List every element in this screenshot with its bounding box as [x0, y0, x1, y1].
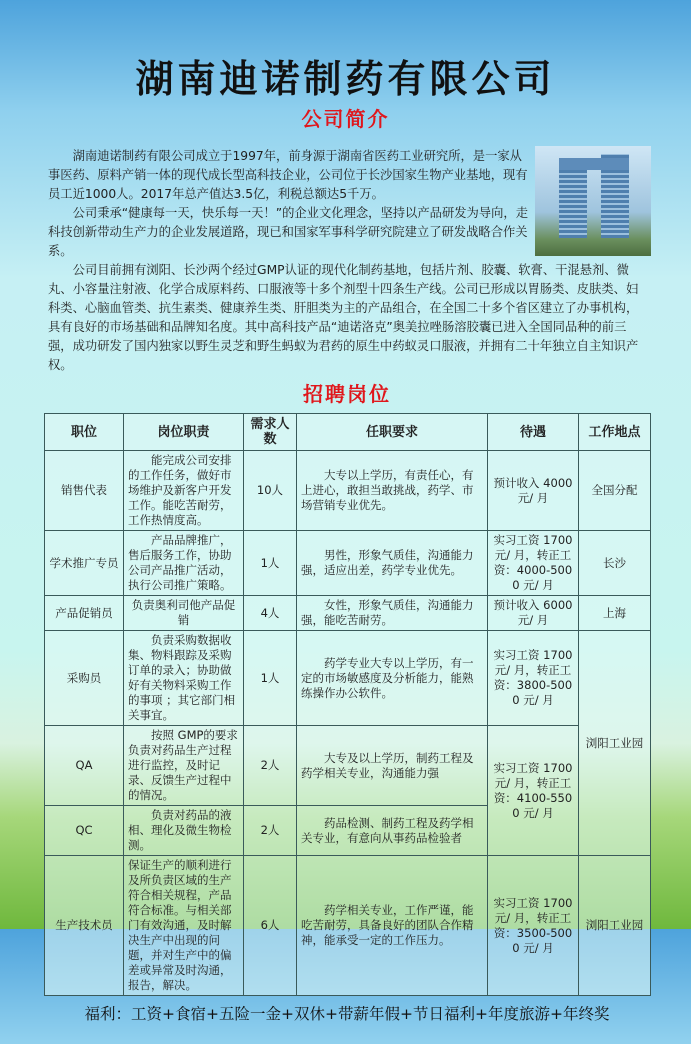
requirement: 男性，形象气质佳，沟通能力强，适应出差，药学专业优先。 — [297, 531, 488, 596]
jobs-heading: 招聘岗位 — [303, 382, 391, 406]
header-cell: 工作地点 — [579, 414, 651, 451]
duty: 负责对药品的液相、理化及微生物检测。 — [124, 806, 244, 856]
header-cell: 待遇 — [488, 414, 579, 451]
position: 采购员 — [45, 631, 124, 726]
location: 浏阳工业园 — [579, 856, 651, 996]
headcount: 10人 — [244, 451, 297, 531]
table-row — [45, 451, 651, 531]
duty: 产品品牌推广，售后服务工作，协助公司产品推广活动，执行公司推广策略。 — [124, 531, 244, 596]
header-cell: 任职要求 — [297, 414, 488, 451]
table-header — [45, 414, 651, 451]
duty: 保证生产的顺利进行及所负责区域的生产符合相关规程，产品符合标准。与相关部门有效沟通，及时解决生产中出现的问题，并对生产中的偏差或异常及时沟通，报告，解决。 — [124, 856, 244, 996]
header-cell: 需求人数 — [244, 414, 297, 451]
intro-heading: 公司简介 — [301, 107, 390, 131]
salary: 预计收入 6000 元/ 月 — [488, 596, 579, 631]
intro-text — [48, 147, 650, 375]
intro-paragraph: 公司秉承“健康每一天，快乐每一天！”的企业文化理念，坚持以产品研发为导向，走科技创新带动生产力的企业发展道路，现已和国家军事科学研究院建立了研发战略合作关系。 — [48, 206, 529, 258]
jobs-table — [44, 413, 651, 996]
location: 长沙 — [579, 531, 651, 596]
header-cell: 职位 — [45, 414, 124, 451]
position: 生产技术员 — [45, 856, 124, 996]
intro-paragraph: 公司目前拥有浏阳、长沙两个经过GMP认证的现代化制药基地，包括片剂、胶囊、软膏、干混悬剂、微丸、小容量注射液、化学合成原料药、口服液等十多个剂型十四条生产线。公司已形成以胃肠类、皮肤类、妇科类、心脑血管类、抗生素类、健康养生类、肝胆类为主的产品组合，在全国二十多个省区建立了办事机构，具有良好的市场基础和品牌知名度。其中高科技产品“迪诺洛克”奥美拉唑肠溶胶囊已进入全国同品种的前三强，成功研发了国内独家以野生灵芝和野生蚂蚁为君药的原生中药蚁灵口服液，并拥有二十年独立自主知识产权。 — [48, 263, 639, 372]
requirement: 药学相关专业，工作严谨，能吃苦耐劳，具备良好的团队合作精神，能承受一定的工作压力。 — [297, 856, 488, 996]
duty: 负责奥利司他产品促销 — [124, 596, 244, 631]
location: 浏阳工业园 — [579, 631, 651, 856]
requirement: 药学专业大专以上学历，有一定的市场敏感度及分析能力，能熟练操作办公软件。 — [297, 631, 488, 726]
table-row — [45, 631, 651, 726]
salary: 实习工资 1700 元/ 月，转正工资：3500-5000 元/ 月 — [488, 856, 579, 996]
salary: 预计收入 4000 元/ 月 — [488, 451, 579, 531]
location: 全国分配 — [579, 451, 651, 531]
headcount: 6人 — [244, 856, 297, 996]
position: 学术推广专员 — [45, 531, 124, 596]
requirement: 女性，形象气质佳，沟通能力强，能吃苦耐劳。 — [297, 596, 488, 631]
requirement: 药品检测、制药工程及药学相关专业，有意向从事药品检验者 — [297, 806, 488, 856]
duty: 负责采购数据收集、物料跟踪及采购订单的录入；协助做好有关物料采购工作的事项 ；其它部门相关事宜。 — [124, 631, 244, 726]
position: 产品促销员 — [45, 596, 124, 631]
content-column — [44, 147, 650, 1044]
intro-paragraph: 湖南迪诺制药有限公司成立于1997年，前身源于湖南省医药工业研究所，是一家从事医药、原料产销一体的现代成长型高科技企业，公司位于长沙国家生物产业基地，现有员工近1000人。2017年总产值达3.5亿，利税总额达5千万。 — [48, 149, 528, 201]
position: QA — [45, 726, 124, 806]
requirement: 大专以上学历，有责任心，有上进心，敢担当敢挑战，药学、市场营销专业优先。 — [297, 451, 488, 531]
duty: 按照 GMP的要求负责对药品生产过程进行监控，及时记录、反馈生产过程中的情况。 — [124, 726, 244, 806]
salary: 实习工资 1700 元/ 月，转正工资：4100-5500 元/ 月 — [488, 726, 579, 856]
requirement: 大专及以上学历，制药工程及药学相关专业，沟通能力强 — [297, 726, 488, 806]
salary: 实习工资 1700 元/ 月，转正工资：4000-5000 元/ 月 — [488, 531, 579, 596]
salary: 实习工资 1700 元/ 月，转正工资：3800-5000 元/ 月 — [488, 631, 579, 726]
table-row — [45, 596, 651, 631]
table-row — [45, 726, 651, 806]
duty: 能完成公司安排的工作任务，做好市场维护及新客户开发工作。能吃苦耐劳，工作热情度高。 — [124, 451, 244, 531]
table-row — [45, 856, 651, 996]
position: 销售代表 — [45, 451, 124, 531]
headcount: 1人 — [244, 631, 297, 726]
headcount: 1人 — [244, 531, 297, 596]
headcount: 4人 — [244, 596, 297, 631]
header-cell: 岗位职责 — [124, 414, 244, 451]
location: 上海 — [579, 596, 651, 631]
headcount: 2人 — [244, 806, 297, 856]
benefits: 福利：工资+食宿+五险一金+双休+带薪年假+节日福利+年度旅游+年终奖 — [84, 1005, 610, 1023]
position: QC — [45, 806, 124, 856]
table-row — [45, 531, 651, 596]
headcount: 2人 — [244, 726, 297, 806]
company-title: 湖南迪诺制药有限公司 — [135, 56, 556, 101]
